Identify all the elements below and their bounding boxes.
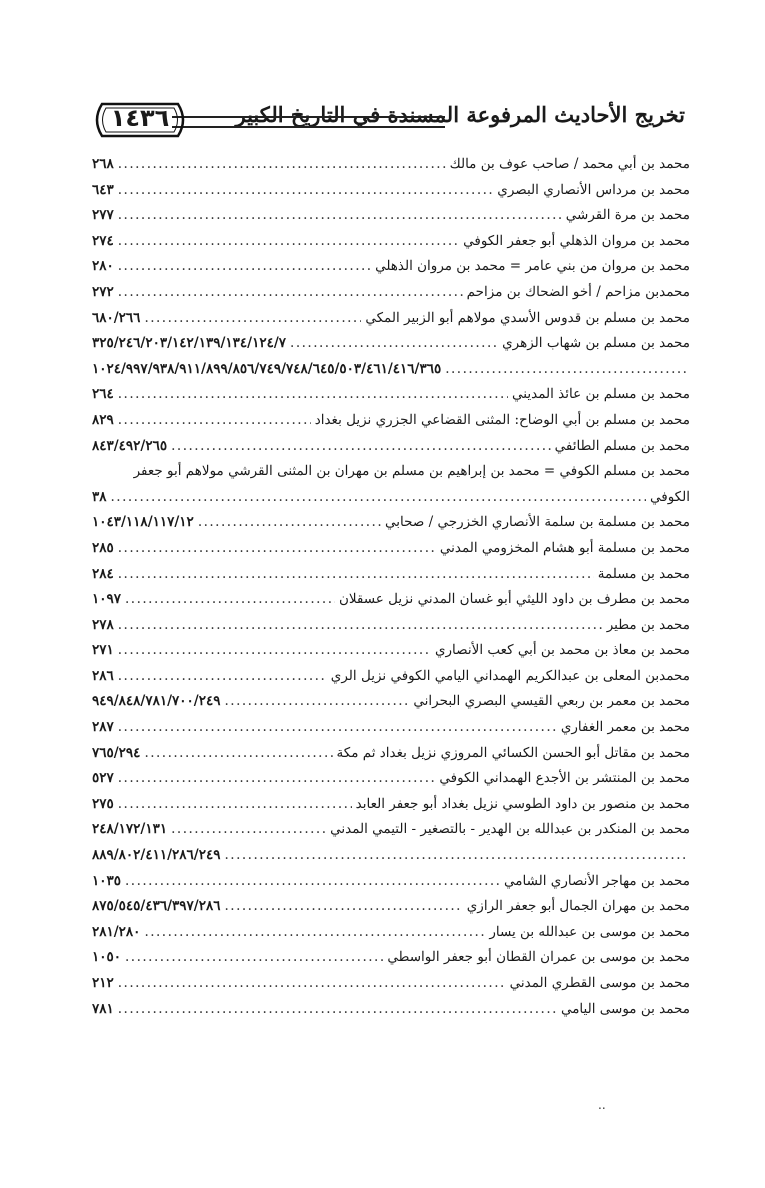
index-entry	[92, 689, 690, 715]
entry-name: محمد بن مسلمة بن سلمة الأنصاري الخزرجي / صحابي	[385, 514, 690, 531]
dot-leader	[144, 741, 332, 767]
entry-name: محمد بن مسلم بن شهاب الزهري	[502, 335, 690, 352]
index-entry	[92, 459, 690, 485]
entry-pages: ٢٧٢	[92, 283, 114, 300]
index-entry	[92, 945, 690, 971]
dot-leader	[118, 613, 603, 639]
index-entry	[92, 587, 690, 613]
index-entry	[92, 254, 690, 280]
entry-pages: ٢٨٧	[92, 719, 114, 736]
index-entry	[92, 869, 690, 895]
entry-name: محمد بن مسلم بن قدوس الأسدي مولاهم أبو الزبير المكي	[365, 309, 690, 326]
index-entry	[92, 485, 690, 511]
entry-name: محمدبن مزاحم / أخو الضحاك بن مزاحم	[466, 283, 690, 300]
dot-leader	[125, 945, 383, 971]
entry-pages: ٢٨٠	[92, 258, 114, 275]
index-entry	[92, 357, 690, 383]
entry-pages: ٧٦٥/٢٩٤	[92, 744, 141, 761]
index-entry	[92, 766, 690, 792]
dot-leader	[118, 997, 557, 1023]
entry-pages: ٢٦٨	[92, 156, 114, 172]
dot-leader	[171, 434, 551, 460]
dot-leader	[118, 229, 459, 255]
index-entry	[92, 741, 690, 767]
entry-pages: ٦٨٠/٢٦٦	[92, 309, 141, 326]
page-header	[90, 100, 685, 150]
index-entry	[92, 843, 690, 869]
dot-leader	[118, 971, 506, 997]
dot-leader	[225, 689, 410, 715]
index-entry	[92, 920, 690, 946]
entry-pages: ١٠٢٤/٩٩٧/٩٣٨/٩١١/٨٩٩/٨٥٦/٧٤٩/٧٤٨/٦٤٥/٥٠٣/٤٦١/٤١٦/٣٦٥	[92, 360, 442, 377]
index-entry	[92, 997, 690, 1023]
header-rule	[172, 116, 445, 128]
dot-leader	[118, 203, 562, 229]
entry-pages: ٢٧١	[92, 642, 114, 659]
index-entry	[92, 792, 690, 818]
entry-name: محمد بن موسى اليامي	[560, 1000, 690, 1017]
dot-leader	[118, 664, 327, 690]
dot-leader	[118, 792, 352, 818]
index-entry	[92, 817, 690, 843]
entry-name: محمد بن معمر بن ربعي القيسي البصري البحراني	[413, 693, 690, 710]
entry-name: محمد بن موسى بن عمران القطان أبو جعفر الواسطي	[387, 949, 690, 966]
entry-pages: ١٠٩٧	[92, 591, 122, 608]
dot-leader	[118, 382, 508, 408]
index-entry	[92, 562, 690, 588]
entry-name: محمد بن معمر الغفاري	[560, 719, 690, 736]
entry-pages: ٧٨١	[92, 1000, 114, 1017]
entry-pages: ٣٢٥/٢٤٦/٢٠٣/١٤٢/١٣٩/١٣٤/١٢٤/٧	[92, 335, 287, 352]
index-entry	[92, 536, 690, 562]
page-number: ١٤٣٦	[110, 104, 170, 132]
entry-pages: ٢٨١/٢٨٠	[92, 923, 141, 940]
entry-name: محمد بن مرداس الأنصاري البصري	[497, 181, 690, 198]
entry-name: محمد بن مقاتل أبو الحسن الكسائي المروزي نزيل بغداد ثم مكة	[336, 744, 690, 761]
index-entries	[92, 152, 690, 1022]
entry-pages: ٨٢٩	[92, 411, 114, 428]
entry-name: محمد بن أبي محمد / صاحب عوف بن مالك	[449, 156, 690, 172]
entry-pages: ٢٧٧	[92, 207, 114, 224]
page-number-cartouche	[90, 100, 190, 140]
index-entry	[92, 638, 690, 664]
entry-pages: ٢٨٤	[92, 565, 114, 582]
entry-name: محمد بن موسى بن عبدالله بن يسار	[489, 923, 690, 940]
entry-name: محمد بن مهران الجمال أبو جعفر الرازي	[466, 898, 690, 915]
index-entry	[92, 280, 690, 306]
entry-name: محمد بن مطير	[606, 616, 690, 633]
dot-leader	[118, 178, 494, 204]
dot-leader	[111, 485, 646, 511]
entry-pages: ٨٨٩/٨٠٢/٤١١/٢٨٦/٢٤٩	[92, 847, 221, 864]
entry-name: محمد بن المنكدر بن عبدالله بن الهدير - بالتصغير - التيمي المدني	[330, 821, 690, 838]
entry-pages: ١٠٣٥	[92, 872, 122, 889]
entry-pages: ٣٨	[92, 488, 107, 505]
entry-pages: ١٠٤٣/١١٨/١١٧/١٢	[92, 514, 194, 531]
entry-name: محمدبن المعلى بن عبدالكريم الهمداني اليامي الكوفي نزيل الري	[330, 667, 690, 684]
index-entry	[92, 408, 690, 434]
index-entry	[92, 434, 690, 460]
entry-name: محمد بن مسلمة أبو هشام المخزومي المدني	[439, 539, 690, 556]
entry-pages: ٥٢٧	[92, 770, 114, 787]
entry-name: محمد بن مطرف بن داود الليثي أبو غسان المدني نزيل عسقلان	[338, 591, 690, 608]
book-title: تخريج الأحاديث المرفوعة المسندة في التاريخ الكبير	[235, 102, 685, 127]
entry-name: محمد بن مسلم الكوفي = محمد بن إبراهيم بن مسلم بن مهران بن المثنى القرشي مولاهم أبو جعفر	[133, 463, 690, 480]
dot-leader	[125, 587, 335, 613]
dot-leader	[118, 638, 431, 664]
index-entry	[92, 203, 690, 229]
index-entry	[92, 382, 690, 408]
dot-leader	[118, 536, 436, 562]
entry-name: محمد بن مسلمة	[597, 565, 690, 582]
dot-leader	[144, 306, 361, 332]
dot-leader	[225, 843, 687, 869]
dot-leader	[198, 510, 381, 536]
entry-pages: ٢٦٤	[92, 386, 114, 403]
index-entry	[92, 971, 690, 997]
entry-pages: ٦٤٣	[92, 181, 114, 198]
entry-name: محمد بن مروان الذهلي أبو جعفر الكوفي	[463, 232, 690, 249]
dot-leader	[290, 331, 498, 357]
entry-name: محمد بن مسلم بن أبي الوضاح: المثنى القضاعي الجزري نزيل بغداد	[314, 411, 690, 428]
entry-name: محمد بن مسلم بن عائذ المديني	[512, 386, 690, 403]
footer-mark: ..	[598, 1098, 606, 1112]
entry-name: محمد بن مسلم الطائفي	[554, 437, 690, 454]
entry-pages: ٢١٢	[92, 975, 114, 991]
dot-leader	[118, 766, 436, 792]
entry-pages: ٨٤٣/٤٩٢/٢٦٥	[92, 437, 168, 454]
entry-name: محمد بن مروان من بني عامر = محمد بن مروان الذهلي	[375, 258, 690, 275]
index-entry	[92, 510, 690, 536]
entry-name: محمد بن مرة القرشي	[565, 207, 690, 224]
entry-pages: ٢٤٨/١٧٢/١٣١	[92, 821, 168, 838]
dot-leader	[118, 152, 446, 178]
entry-pages: ١٠٥٠	[92, 949, 122, 966]
dot-leader	[445, 357, 686, 383]
entry-pages: ٢٧٨	[92, 616, 114, 633]
index-entry	[92, 331, 690, 357]
dot-leader	[144, 920, 485, 946]
dot-leader	[118, 254, 371, 280]
index-entry	[92, 152, 690, 178]
dot-leader	[171, 817, 326, 843]
index-entry	[92, 715, 690, 741]
entry-pages: ٢٨٥	[92, 539, 114, 556]
entry-pages: ٢٨٦	[92, 667, 114, 684]
entry-pages: ٨٧٥/٥٤٥/٤٣٦/٣٩٧/٢٨٦	[92, 898, 221, 915]
dot-leader	[118, 715, 557, 741]
index-entry	[92, 306, 690, 332]
index-entry	[92, 894, 690, 920]
entry-name: محمد بن موسى القطري المدني	[509, 975, 690, 991]
entry-name: محمد بن معاذ بن محمد بن أبي كعب الأنصاري	[434, 642, 690, 659]
index-entry	[92, 229, 690, 255]
index-entry	[92, 178, 690, 204]
index-entry	[92, 613, 690, 639]
entry-pages: ٢٧٤	[92, 232, 114, 249]
dot-leader	[225, 894, 463, 920]
dot-leader	[118, 408, 311, 434]
index-entry	[92, 664, 690, 690]
dot-leader	[125, 869, 500, 895]
dot-leader	[118, 562, 594, 588]
entry-name: محمد بن مهاجر الأنصاري الشامي	[503, 872, 690, 889]
entry-name: محمد بن المنتشر بن الأجدع الهمداني الكوفي	[439, 770, 690, 787]
entry-pages: ٢٧٥	[92, 795, 114, 812]
entry-pages: ٩٤٩/٨٤٨/٧٨١/٧٠٠/٢٤٩	[92, 693, 221, 710]
entry-name: محمد بن منصور بن داود الطوسي نزيل بغداد أبو جعفر العابد	[355, 795, 690, 812]
entry-name: الكوفي	[650, 488, 690, 505]
dot-leader	[118, 280, 463, 306]
